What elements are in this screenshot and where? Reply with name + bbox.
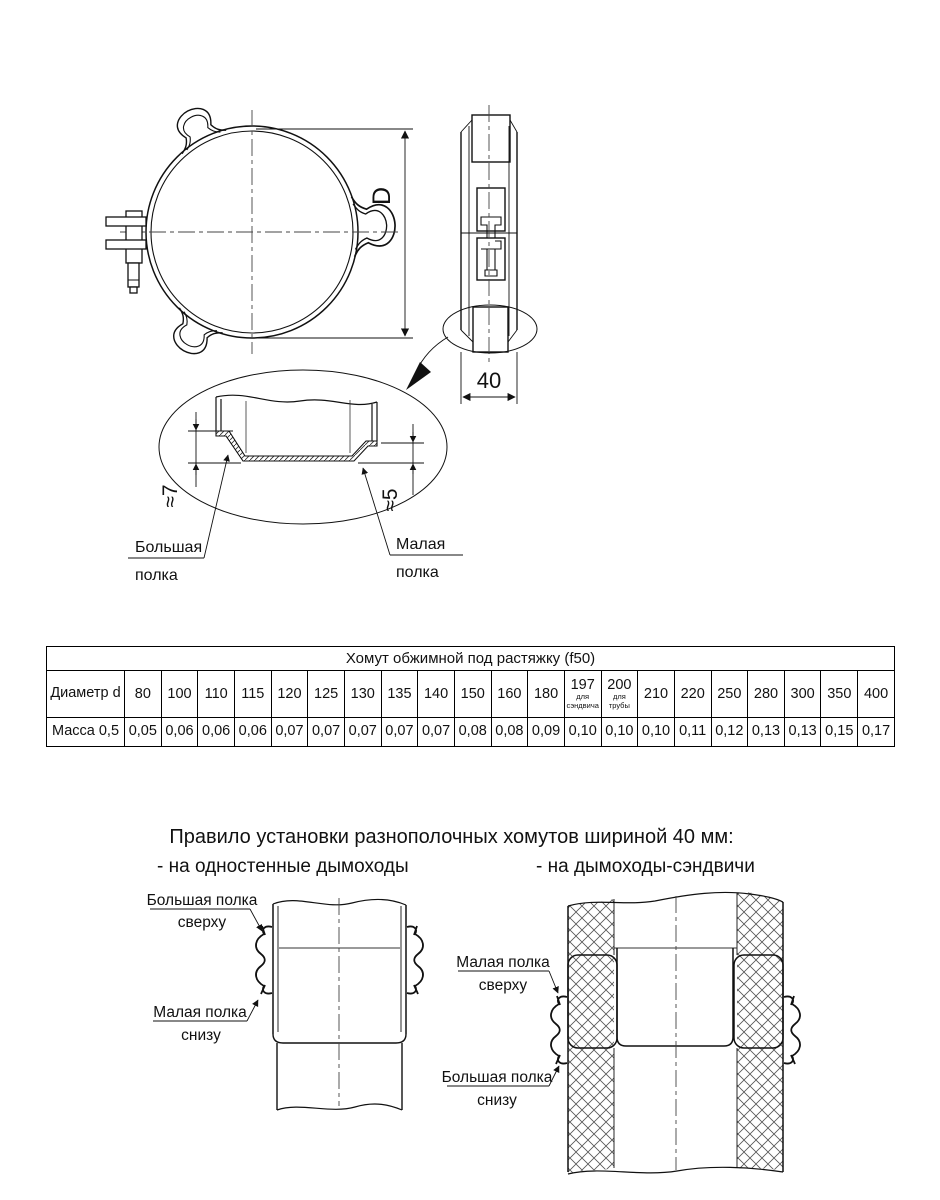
mass-cell: 0,07 — [344, 718, 381, 747]
clamp-ear-top-left — [166, 99, 227, 153]
mass-cell: 0,12 — [711, 718, 748, 747]
diameter-cell: 110 — [198, 671, 235, 718]
mass-cell: 0,13 — [784, 718, 821, 747]
mass-cell: 0,10 — [564, 718, 601, 747]
diameter-cell: 220 — [674, 671, 711, 718]
inner-pipe-socket — [617, 948, 733, 1046]
big-flange-top-callout — [147, 892, 262, 931]
band-cross-section — [216, 431, 377, 461]
mass-cell: 0,07 — [418, 718, 455, 747]
table-title: Хомут обжимной под растяжку (f50) — [47, 647, 895, 671]
svg-text:Большая полка: Большая полка — [146, 892, 258, 909]
diameter-cell: 197 для сэндвича — [564, 671, 601, 718]
svg-text:≈7: ≈7 — [159, 484, 182, 508]
mass-cell: 0,17 — [858, 718, 895, 747]
mass-cell: 0,06 — [161, 718, 198, 747]
clamp-profile-left — [256, 926, 272, 994]
diameter-cell: 210 — [638, 671, 675, 718]
rules-subtitle-sandwich: - на дымоходы-сэндвичи — [536, 856, 755, 877]
dimension-40-label: 40 — [476, 368, 502, 393]
small-flange-top-callout — [456, 954, 558, 994]
svg-text:снизу: снизу — [477, 1092, 517, 1109]
mass-cell: 0,08 — [454, 718, 491, 747]
diameter-cell: 250 — [711, 671, 748, 718]
mass-cell: 0,15 — [821, 718, 858, 747]
diameter-cell: 280 — [748, 671, 785, 718]
spec-table-wrap — [46, 646, 895, 747]
rules-title: Правило установки разнополочных хомутов шириной 40 мм: — [169, 826, 734, 848]
insulation-right — [737, 892, 783, 1172]
mass-cell: 0,10 — [638, 718, 675, 747]
diameter-cell: 80 — [125, 671, 162, 718]
mass-cell: 0,06 — [198, 718, 235, 747]
diameter-cell: 150 — [454, 671, 491, 718]
detail-callout-arrow — [406, 362, 431, 390]
clamp-ear-bottom-left — [162, 308, 223, 363]
diameter-cell: 100 — [161, 671, 198, 718]
mass-cell: 0,06 — [234, 718, 271, 747]
diameter-cell: 160 — [491, 671, 528, 718]
upper-t-bolt — [481, 217, 501, 238]
svg-text:≈5: ≈5 — [379, 488, 402, 512]
diameter-cell: 115 — [234, 671, 271, 718]
side-view-drawing — [406, 105, 537, 404]
mass-cell: 0,10 — [601, 718, 638, 747]
svg-text:сверху: сверху — [177, 914, 227, 931]
diameter-cell: 135 — [381, 671, 418, 718]
small-flange-bottom-callout — [153, 1000, 258, 1044]
top-lug — [472, 115, 510, 162]
diameter-row-label: Диаметр d — [47, 671, 125, 718]
diameter-cell: 200 для трубы — [601, 671, 638, 718]
mass-cell: 0,07 — [271, 718, 308, 747]
diameter-cell: 120 — [271, 671, 308, 718]
diameter-cell: 180 — [528, 671, 565, 718]
mass-row-label: Масса 0,5 — [47, 718, 125, 747]
dimension-small-flange — [358, 424, 424, 512]
sandwich-diagram — [442, 892, 800, 1174]
svg-text:Большая: Большая — [135, 539, 203, 556]
clamp-profile-left — [551, 996, 567, 1064]
diameter-cell: 350 — [821, 671, 858, 718]
big-flange-bottom-callout — [442, 1066, 559, 1109]
mass-spec-table — [46, 646, 895, 747]
clamp-profile-right — [407, 926, 423, 994]
mass-cell: 0,07 — [308, 718, 345, 747]
detail-view-drawing — [128, 370, 463, 584]
svg-text:Малая: Малая — [396, 536, 446, 553]
diameter-cell: 140 — [418, 671, 455, 718]
big-flange-callout — [128, 455, 228, 584]
mass-cell: 0,11 — [674, 718, 711, 747]
bottom-lug — [473, 307, 508, 352]
diameter-cell: 125 — [308, 671, 345, 718]
front-view-drawing — [106, 99, 413, 363]
svg-text:Малая полка: Малая полка — [153, 1004, 247, 1021]
lower-screw — [481, 241, 501, 276]
svg-text:снизу: снизу — [181, 1027, 221, 1044]
rules-subtitle-single-wall: - на одностенные дымоходы — [157, 856, 409, 877]
clamp-profile-right — [784, 996, 800, 1064]
callout-ellipse — [443, 305, 537, 353]
bolt-assembly — [106, 211, 146, 293]
detail-ellipse — [159, 370, 447, 524]
mass-cell: 0,09 — [528, 718, 565, 747]
dimension-big-flange — [159, 412, 241, 508]
diameter-cell: 130 — [344, 671, 381, 718]
svg-text:полка: полка — [396, 564, 439, 581]
svg-text:сверху: сверху — [478, 977, 528, 994]
single-wall-diagram — [147, 892, 423, 1110]
diameter-cell: 400 — [858, 671, 895, 718]
dimension-d — [256, 129, 413, 338]
mass-cell: 0,05 — [125, 718, 162, 747]
insulation-left — [568, 899, 614, 1174]
svg-text:Большая полка: Большая полка — [441, 1069, 553, 1086]
svg-text:Малая полка: Малая полка — [456, 954, 550, 971]
diameter-cell: 300 — [784, 671, 821, 718]
dimension-d-label: D — [368, 186, 396, 206]
mass-cell: 0,08 — [491, 718, 528, 747]
svg-text:полка: полка — [135, 567, 178, 584]
mass-cell: 0,13 — [748, 718, 785, 747]
mass-cell: 0,07 — [381, 718, 418, 747]
